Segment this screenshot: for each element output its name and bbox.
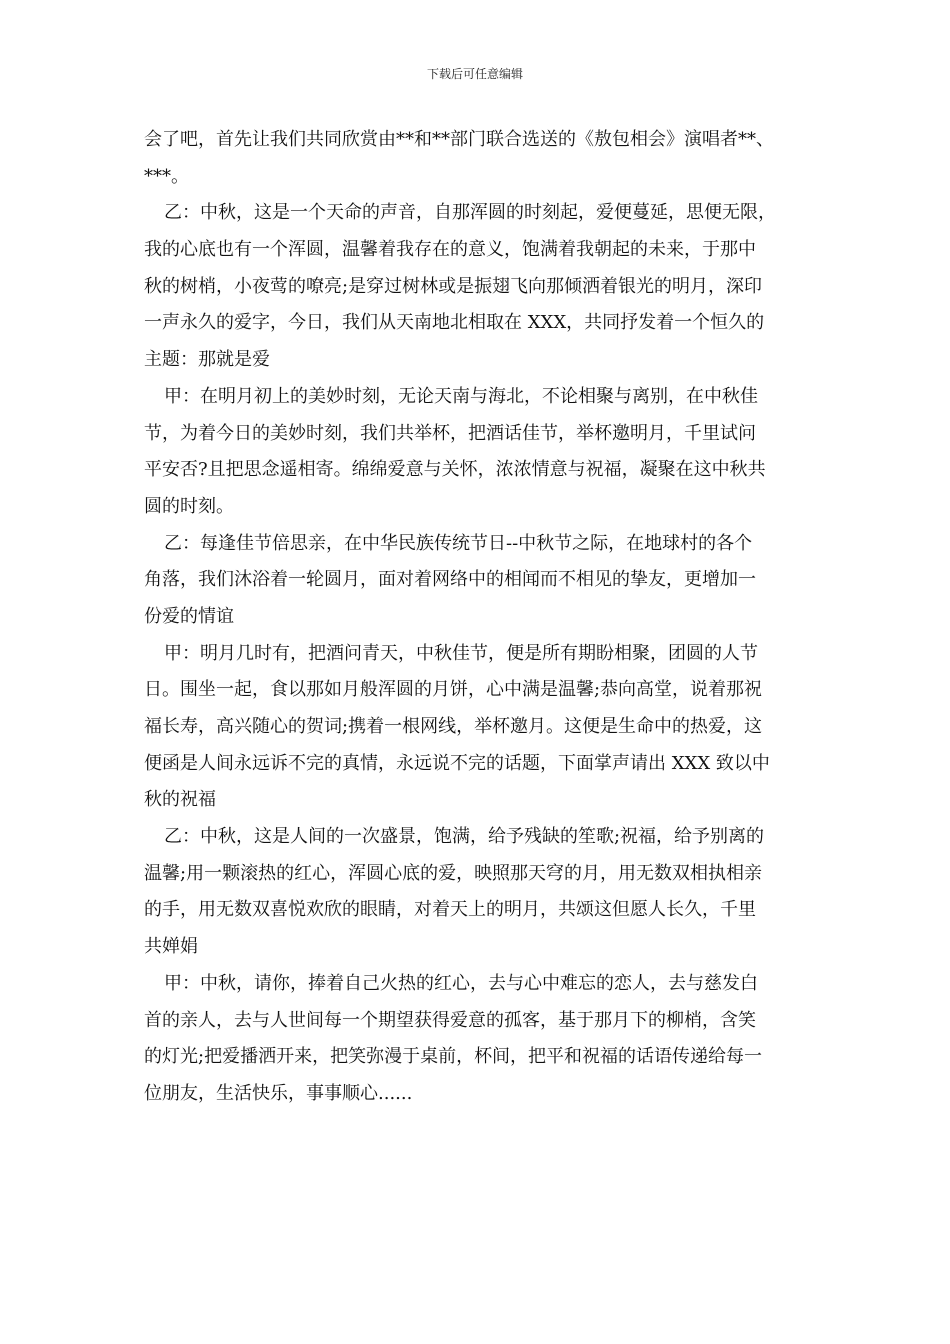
text-line: 便函是人间永远诉不完的真情，永远说不完的话题，下面掌声请出 XXX 致以中 — [144, 752, 770, 774]
text-line: 温馨;用一颗滚热的红心，浑圆心底的爱，映照那天穹的月，用无数双相执相亲 — [144, 862, 763, 884]
text-line: 乙：中秋，这是人间的一次盛景，饱满，给予残缺的笙歌;祝福，给予别离的 — [164, 826, 765, 848]
text-line: 福长寿，高兴随心的贺词;携着一根网线，举杯邀月。这便是生命中的热爱，这 — [144, 716, 763, 737]
text-line: ***。 — [144, 165, 189, 187]
text-line: 甲：中秋，请你，捧着自己火热的红心，去与心中难忘的恋人，去与慈发白 — [164, 972, 758, 994]
text-line: 份爱的情谊 — [144, 605, 234, 627]
text-line: 一声永久的爱字，今日，我们从天南地北相取在 XXX，共同抒发着一个恒久的 — [144, 312, 765, 334]
text-line: 平安否?且把思念遥相寄。绵绵爱意与关怀，浓浓情意与祝福，凝聚在这中秋共 — [144, 459, 766, 481]
text-line: 日。围坐一起，食以那如月般浑圆的月饼，心中满是温馨;恭向高堂，说着那祝 — [144, 679, 763, 701]
text-line: 会了吧，首先让我们共同欣赏由**和**部门联合选送的《敖包相会》演唱者**、 — [144, 129, 774, 150]
text-line: 节，为着今日的美妙时刻，我们共举杯，把酒话佳节，举杯邀明月，千里试问 — [144, 422, 756, 444]
text-line: 角落，我们沐浴着一轮圆月，面对着网络中的相闻而不相见的挚友，更增加一 — [144, 569, 756, 591]
page-header: 下载后可任意编辑 — [426, 67, 523, 81]
text-line: 乙：每逢佳节倍思亲，在中华民族传统节日--中秋节之际，在地球村的各个 — [164, 532, 753, 554]
text-line: 乙：中秋，这是一个天命的声音，自那浑圆的时刻起，爱便蔓延，思便无限， — [164, 202, 776, 224]
text-line: 的灯光;把爱播洒开来，把笑弥漫于桌前，杯间，把平和祝福的话语传递给每一 — [144, 1046, 763, 1068]
text-line: 的手，用无数双喜悦欢欣的眼睛，对着天上的明月，共颂这但愿人长久，千里 — [144, 899, 756, 921]
document-body — [144, 122, 812, 1113]
text-line: 我的心底也有一个浑圆，温馨着我存在的意义，饱满着我朝起的未来，于那中 — [144, 239, 756, 261]
text-line: 秋的树梢，小夜莺的嘹亮;是穿过树林或是振翅飞向那倾洒着银光的明月，深印 — [144, 275, 763, 297]
text-line: 甲：在明月初上的美妙时刻，无论天南与海北，不论相聚与离别，在中秋佳 — [164, 385, 758, 407]
text-line: 共婵娟 — [144, 936, 198, 958]
text-line: 首的亲人，去与人世间每一个期望获得爱意的孤客，基于那月下的柳梢，含笑 — [144, 1009, 756, 1031]
text-line: 甲：明月几时有，把酒问青天，中秋佳节，便是所有期盼相聚，团圆的人节 — [164, 642, 758, 664]
text-line: 主题：那就是爱 — [144, 349, 270, 371]
text-line: 位朋友，生活快乐，事事顺心...... — [144, 1082, 413, 1104]
text-line: 圆的时刻。 — [144, 495, 234, 517]
text-line: 秋的祝福 — [144, 789, 216, 811]
